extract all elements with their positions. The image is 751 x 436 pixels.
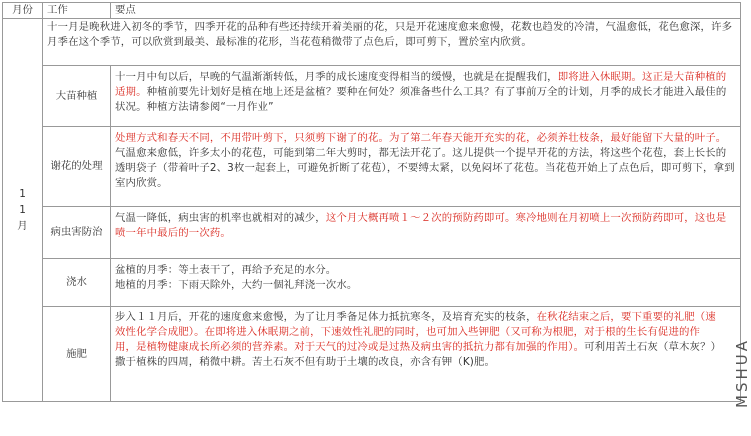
highlight-text: 这个月大概再喷１～２次的预防药即可。寒冷地则在月初喷上一次预防药即可，这也是喷一年中最后的一次药。: [115, 212, 727, 239]
intro-text: 十一月是晚秋进入初冬的季节，四季开花的品种有些还持续开着美丽的花，只是开花速度愈来愈慢，花数也趋发的冷清，气温愈低，花色愈深，许多月季在这个季节，可以欣赏到最美、最标准的花形，当花苞稍微带了点色后，即可剪下，置於室内欣赏。: [43, 19, 741, 66]
header-key-points: 要点: [111, 3, 741, 19]
intro-row: [3, 19, 741, 66]
body-text: 地植的月季：下雨天除外，大约一個礼拜浇一次水。: [115, 279, 358, 291]
highlight-text: 即将进入休眠期。这正是大苗种植的适期。: [115, 71, 727, 98]
task-label: 大苗种植: [43, 66, 111, 127]
task-label: 病虫害防治: [43, 207, 111, 259]
highlight-text: 在秋花结束之后，要下重要的礼肥（速效性化学合成肥）。在即将进入休眠期之前，下速效性礼肥的同时，也可加入些钾肥（又可称为根肥，对于根的生长有促进的作用，是植物健康成长所必须的营养素。对于天气的过冷或是过热及病虫害的抵抗力都有加强的作用）。: [115, 311, 716, 353]
table-row: [3, 66, 741, 127]
table-row: [3, 207, 741, 259]
key-points-cell: [111, 127, 741, 207]
body-text: 盆植的月季：等土表干了，再给予充足的水分。: [115, 264, 337, 276]
table-row: [3, 307, 741, 402]
header-row: [3, 3, 741, 19]
body-text: 种植前要先计划好是植在地上还是盆植？要种在何处？须准备些什么工具？有了事前万全的计划，月季的成长才能进入最佳的状况。种植方法请参阅“一月作业”: [115, 86, 727, 113]
month-cell: [3, 19, 43, 402]
header-task: 工作: [43, 3, 111, 19]
highlight-text: 处理方式和春天不同，不用带叶剪下，只须剪下谢了的花。为了第二年春天能开充实的花，必须养壮枝条，最好能留下大量的叶子。: [115, 132, 727, 144]
task-label: 谢花的处理: [43, 127, 111, 207]
body-text: 可利用苦土石灰（草木灰？）撒于植株的四周，稍微中耕。苦土石灰不但有助于土壤的改良，亦含有钾（K)肥。: [115, 341, 716, 368]
key-points-cell: [111, 307, 741, 402]
key-points-cell: [111, 259, 741, 307]
task-label: 施肥: [43, 307, 111, 402]
table-row: [3, 259, 741, 307]
body-text: 气温一降低，病虫害的机率也就相对的减少，: [115, 212, 326, 224]
body-text: 气温愈来愈低，许多太小的花苞，可能到第二年大剪时，都无法开花了。这儿提供一个提早开花的方法，将这些个花苞，套上长长的透明袋子（带着叶子2、3枚一起套上，可避免折断了花苞），不要缚太紧，以免闷坏了花苞。当花苞开始上了点色后，即可剪下，拿到室内欣赏。: [115, 147, 735, 189]
key-points-cell: [111, 66, 741, 127]
key-points-cell: [111, 207, 741, 259]
watermark-text: MSHUA: [733, 338, 751, 408]
body-text: 十一月中旬以后，早晚的气温渐渐转低，月季的成长速度变得相当的缓慢，也就是在提醒我们，: [115, 71, 558, 83]
header-month: 月份: [3, 3, 43, 19]
care-schedule-document: [2, 2, 740, 432]
task-label: 浇水: [43, 259, 111, 307]
month-label: 11月: [17, 188, 28, 232]
table-row: [3, 127, 741, 207]
care-table: [2, 2, 741, 402]
body-text: 步入１１月后，开花的速度愈来愈慢，为了让月季备足体力抵抗寒冬，及培育充实的枝条，: [115, 311, 537, 323]
